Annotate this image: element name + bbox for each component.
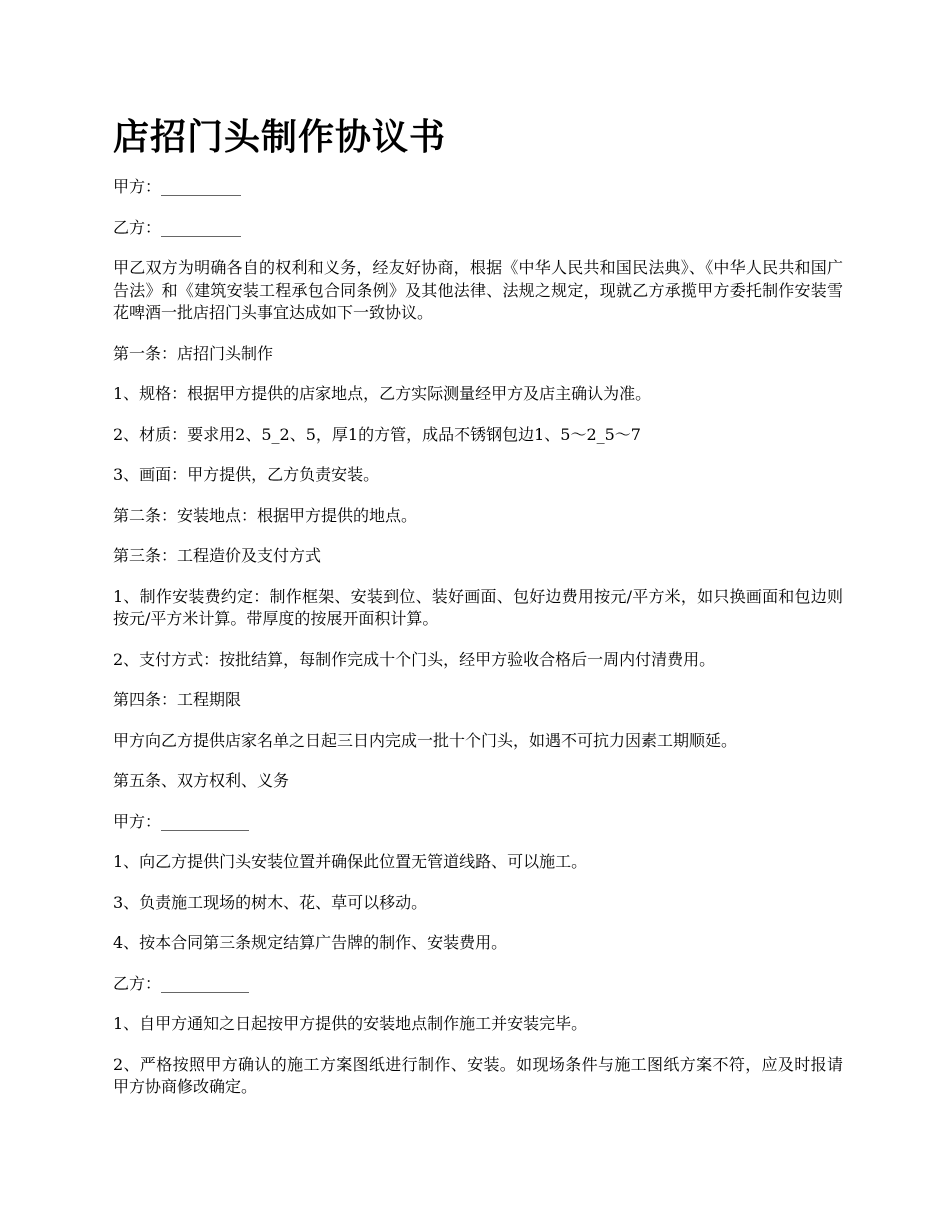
party-a-duties-label: 甲方：___________ [113, 811, 250, 831]
preamble-paragraph: 甲乙双方为明确各自的权利和义务，经友好协商，根据《中华人民共和国民法典》、《中华人民共和国广告法》和《建筑安装工程承包合同条例》及其他法律、法规之规定，现就乙方承揽甲方委托制作安装雪花啤酒一批店招门头事宜达成如下一致协议。 [113, 258, 843, 322]
document-page [113, 112, 843, 1117]
article-4-body: 甲方向乙方提供店家名单之日起三日内完成一批十个门头，如遇不可抗力因素工期顺延。 [113, 730, 738, 750]
article-3-heading: 第三条：工程造价及支付方式 [113, 546, 322, 565]
article-1-item-2: 2、材质：要求用2、5_2、5，厚1的方管，成品不锈钢包边1、5～2_5～7 [113, 424, 641, 444]
document-title: 店招门头制作协议书 [113, 116, 447, 158]
party-a-duty-3: 3、负责施工现场的树木、花、草可以移动。 [113, 892, 428, 912]
article-1-item-3: 3、画面：甲方提供，乙方负责安装。 [113, 465, 380, 484]
article-5-heading: 第五条、双方权利、义务 [113, 771, 290, 790]
party-a-duty-4: 4、按本合同第三条规定结算广告牌的制作、安装费用。 [113, 933, 508, 952]
article-2-heading: 第二条：安装地点：根据甲方提供的地点。 [113, 505, 418, 525]
article-1-item-1: 1、规格：根据甲方提供的店家地点，乙方实际测量经甲方及店主确认为准。 [113, 384, 652, 403]
party-b-duty-2: 2、严格按照甲方确认的施工方案图纸进行制作、安装。如现场条件与施工图纸方案不符，应及时报请甲方协商修改确定。 [113, 1054, 843, 1096]
article-3-item-2: 2、支付方式：按批结算，每制作完成十个门头，经甲方验收合格后一周内付清费用。 [113, 649, 716, 669]
article-3-item-1: 1、制作安装费约定：制作框架、安装到位、装好画面、包好边费用按元/平方米，如只换画面和包边则按元/平方米计算。带厚度的按展开面积计算。 [113, 586, 843, 628]
party-b-duty-1: 1、自甲方通知之日起按甲方提供的安装地点制作施工并安装完毕。 [113, 1014, 588, 1033]
party-b-line: 乙方：__________ [113, 217, 242, 237]
party-b-duties-label: 乙方：___________ [113, 973, 250, 993]
article-4-heading: 第四条：工程期限 [113, 690, 242, 709]
party-a-duty-1: 1、向乙方提供门头安装位置并确保此位置无管道线路、可以施工。 [113, 852, 588, 871]
party-a-line: 甲方：__________ [113, 177, 242, 196]
article-1-heading: 第一条：店招门头制作 [113, 343, 274, 363]
